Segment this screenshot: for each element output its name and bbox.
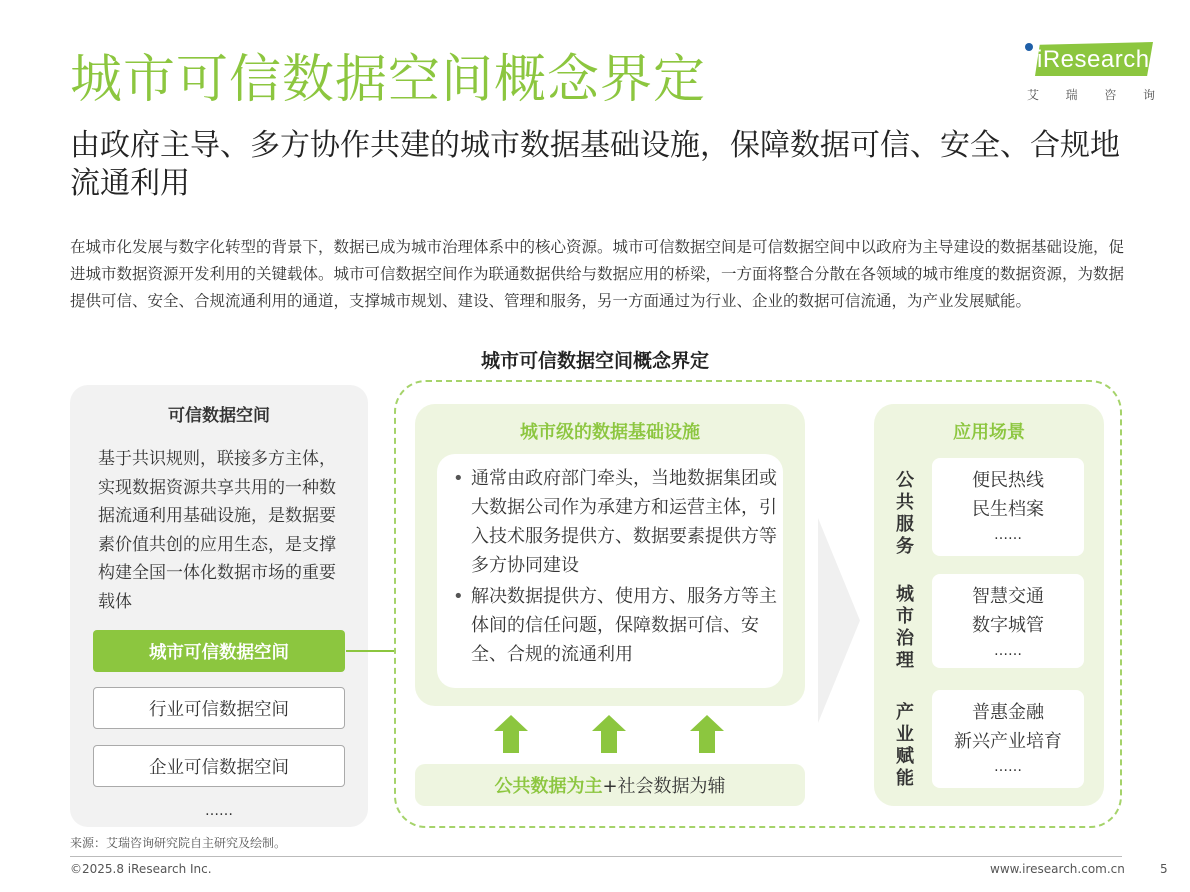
- scenario-item: 数字城管: [972, 615, 1044, 636]
- infrastructure-title: 城市级的数据基础设施: [520, 422, 700, 443]
- copyright: ©2025.8 iResearch Inc.: [70, 862, 212, 876]
- scenario-item: 新兴产业培育: [954, 731, 1062, 752]
- footer-divider: [70, 856, 1122, 857]
- city-governance-card: [932, 574, 1084, 668]
- category-public-service: 公 共 服 务: [896, 470, 914, 557]
- data-aux-label: +社会数据为辅: [602, 776, 726, 797]
- intro-paragraph: 在城市化发展与数字化转型的背景下，数据已成为城市治理体系中的核心资源。城市可信数据空间是可信数据空间中以政府为主导建设的数据基础设施，促进城市数据资源开发利用的关键载体。城市可信数据空间作为联通数据供给与数据应用的桥梁，一方面将整合分散在各领域的城市维度的数据资源，为数据提供可信、安全、合规流通利用的通道，支撑城市规划、建设、管理和服务，另一方面通过为行业、企业的数据可信流通，为产业发展赋能。: [70, 238, 1125, 310]
- scenario-item: 民生档案: [972, 499, 1044, 520]
- city-data-space-box: 城市可信数据空间: [93, 630, 345, 672]
- logo-cn: [1027, 86, 1155, 103]
- scenario-ellipsis: ……: [994, 527, 1022, 543]
- logo-cn-char: 咨: [1104, 88, 1117, 102]
- logo-cn-char: 艾: [1027, 88, 1040, 102]
- scenario-item: 便民热线: [972, 470, 1044, 491]
- page-subtitle: 由政府主导、多方协作共建的城市数据基础设施，保障数据可信、安全、合规地流通利用: [70, 128, 1120, 201]
- scenario-ellipsis: ……: [994, 759, 1022, 775]
- category-city-governance: 城 市 治 理: [896, 584, 914, 671]
- connector-line: [346, 650, 396, 652]
- bullet-item: • 通常由政府部门牵头，当地数据集团或大数据公司作为承建方和运营主体，引入技术服务提供方、数据要素提供方等多方协同建设: [449, 464, 779, 580]
- bullet-item: • 解决数据提供方、使用方、服务方等主体间的信任问题，保障数据可信、安全、合规的流通利用: [449, 582, 779, 669]
- up-arrow-icon: [690, 715, 724, 753]
- logo-cn-char: 瑞: [1065, 88, 1078, 102]
- up-arrow-icon: [494, 715, 528, 753]
- left-panel-ellipsis: ……: [205, 803, 233, 819]
- application-title: 应用场景: [953, 422, 1025, 443]
- source-note: 来源：艾瑞咨询研究院自主研究及绘制。: [70, 836, 287, 850]
- left-panel-title: 可信数据空间: [168, 406, 270, 426]
- industry-data-space-box: 行业可信数据空间: [93, 687, 345, 729]
- left-panel-description: 基于共识规则，联接多方主体，实现数据资源共享共用的一种数据流通利用基础设施，是数据要素价值共创的应用生态，是支撑构建全国一体化数据市场的重要载体: [98, 449, 336, 612]
- infrastructure-panel: [415, 404, 805, 706]
- page-number: 5: [1160, 862, 1168, 876]
- iresearch-logo: [1025, 38, 1155, 104]
- enterprise-data-space-box: 企业可信数据空间: [93, 745, 345, 787]
- public-service-card: [932, 458, 1084, 556]
- logo-text: iResearch: [1037, 46, 1150, 73]
- scenario-item: 普惠金融: [972, 702, 1044, 723]
- logo-dot: [1025, 43, 1033, 51]
- application-scenarios-panel: [874, 404, 1104, 806]
- infrastructure-bullets: [449, 464, 779, 671]
- scenario-ellipsis: ……: [994, 643, 1022, 659]
- website-link[interactable]: www.iresearch.com.cn: [990, 862, 1125, 876]
- data-main-label: 公共数据为主: [494, 776, 603, 797]
- logo-cn-char: 询: [1142, 88, 1155, 102]
- industry-empowerment-card: [932, 690, 1084, 788]
- page-title: 城市可信数据空间概念界定: [70, 50, 707, 110]
- infrastructure-content: [437, 454, 783, 688]
- diagram-title: 城市可信数据空间概念界定: [480, 350, 709, 372]
- up-arrow-icon: [592, 715, 626, 753]
- category-industry-empowerment: 产 业 赋 能: [896, 702, 914, 789]
- trusted-data-space-panel: [70, 385, 368, 827]
- scenario-item: 智慧交通: [972, 586, 1044, 607]
- data-source-bar: [415, 764, 805, 806]
